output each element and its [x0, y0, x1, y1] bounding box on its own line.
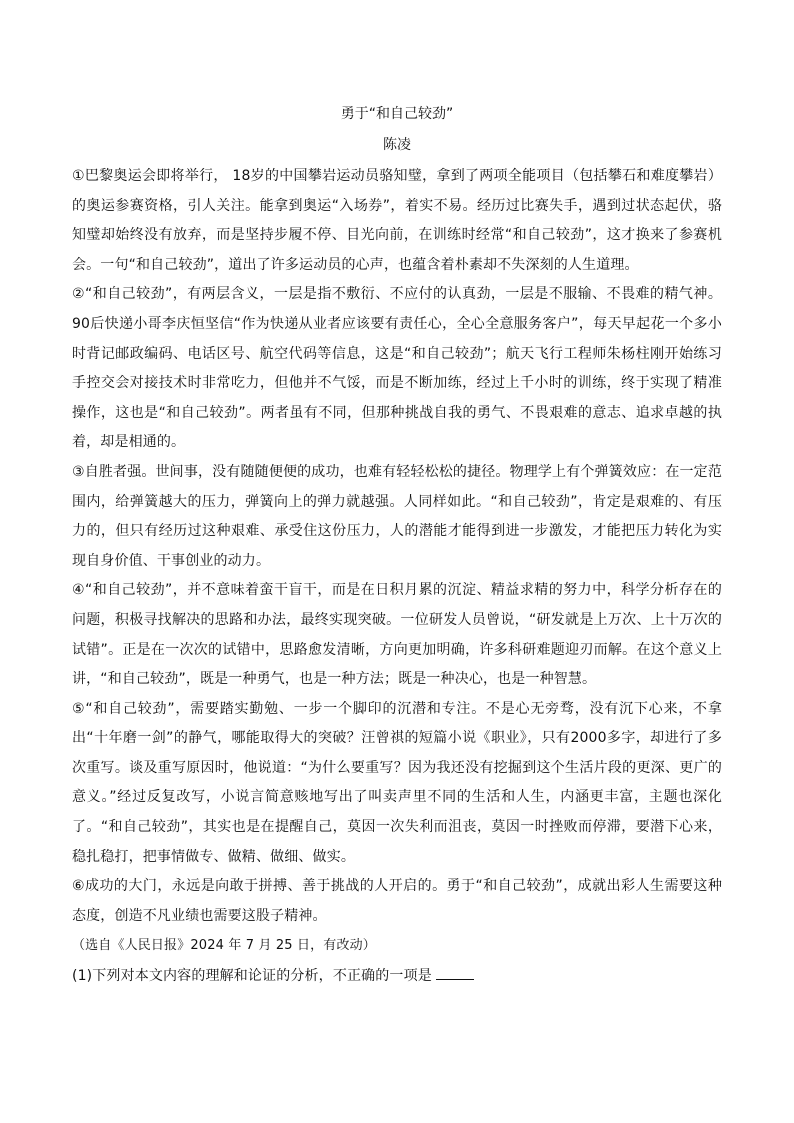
- article-source: （选自《人民日报》2024 年 7 月 25 日，有改动）: [72, 938, 376, 954]
- paragraph-2: ②“和自己较劲”，有两层含义，一层是指不敷衍、不应付的认真劲，一层是不服输、不畏难的精气神。90后快递小哥李庆恒坚信“作为快递从业者应该要有责任心，全心全意服务客户”，每天早起花一个多小时背记邮政编码、电话区号、航空代码等信息，这是“和自己较劲”；航天飞行工程师朱杨柱刚开始练习手控交会对接技术时非常吃力，但他并不气馁，而是不断加练，经过上千小时的训练，终于实现了精准操作，这也是“和自己较劲”。两者虽有不同，但那种挑战自我的勇气、不畏艰难的意志、追求卓越的执着，却是相通的。: [72, 286, 722, 451]
- question-1: [72, 961, 722, 991]
- paragraph-4: ④“和自己较劲”，并不意味着蛮干盲干，而是在日积月累的沉淀、精益求精的努力中，科学分析存在的问题，积极寻找解决的思路和办法，最终实现突破。一位研发人员曾说，“研发就是上万次、上十万次的试错”。正是在一次次的试错中，思路愈发清晰，方向更加明确，许多科研难题迎刃而解。在这个意义上讲，“和自己较劲”，既是一种勇气，也是一种方法；既是一种决心，也是一种智慧。: [72, 582, 722, 688]
- question-1-text: (1)下列对本文内容的理解和论证的分析，不正确的一项是: [72, 968, 432, 985]
- paragraph-5: ⑤“和自己较劲”，需要踏实勤勉、一步一个脚印的沉潜和专注。不是心无旁骛，没有沉下心来，不拿出“十年磨一剑”的静气，哪能取得大的突破？汪曾祺的短篇小说《职业》，只有2000多字，却进行了多次重写。谈及重写原因时，他说道：“为什么要重写？因为我还没有挖掘到这个生活片段的更深、更广的意义。”经过反复改写，小说言简意赅地写出了叫卖声里不同的生活和人生，内涵更丰富，主题也深化了。“和自己较劲”，其实也是在提醒自己，莫因一次失利而沮丧，莫因一时挫败而停滞，要潜下心来，稳扎稳打，把事情做专、做精、做细、做实。: [72, 700, 722, 865]
- answer-blank[interactable]: [436, 965, 474, 980]
- article-author: 陈凌: [383, 137, 411, 153]
- article-title: 勇于“和自己较劲”: [340, 106, 454, 122]
- article-body: [72, 162, 722, 991]
- paragraph-1: ①巴黎奥运会即将举行， 18岁的中国攀岩运动员骆知璧，拿到了两项全能项目（包括攀石和难度攀岩）的奥运参赛资格，引人关注。能拿到奥运“入场券”，着实不易。经历过比赛失手，遇到过状态起伏，骆知璧却始终没有放弃，而是坚持步履不停、目光向前，在训练时经常“和自己较劲”，这才换来了参赛机会。一句“和自己较劲”，道出了许多运动员的心声，也蕴含着朴素却不失深刻的人生道理。: [72, 168, 722, 273]
- paragraph-3: ③自胜者强。世间事，没有随随便便的成功，也难有轻轻松松的捷径。物理学上有个弹簧效应：在一定范围内，给弹簧越大的压力，弹簧向上的弹力就越强。人同样如此。“和自己较劲”，肯定是艰难的、有压力的，但只有经历过这种艰难、承受住这份压力，人的潜能才能得到进一步激发，才能把压力转化为实现自身价值、干事创业的动力。: [72, 463, 722, 569]
- paragraph-6: ⑥成功的大门，永远是向敢于拼搏、善于挑战的人开启的。勇于“和自己较劲”，成就出彩人生需要这种态度，创造不凡业绩也需要这股子精神。: [72, 878, 722, 924]
